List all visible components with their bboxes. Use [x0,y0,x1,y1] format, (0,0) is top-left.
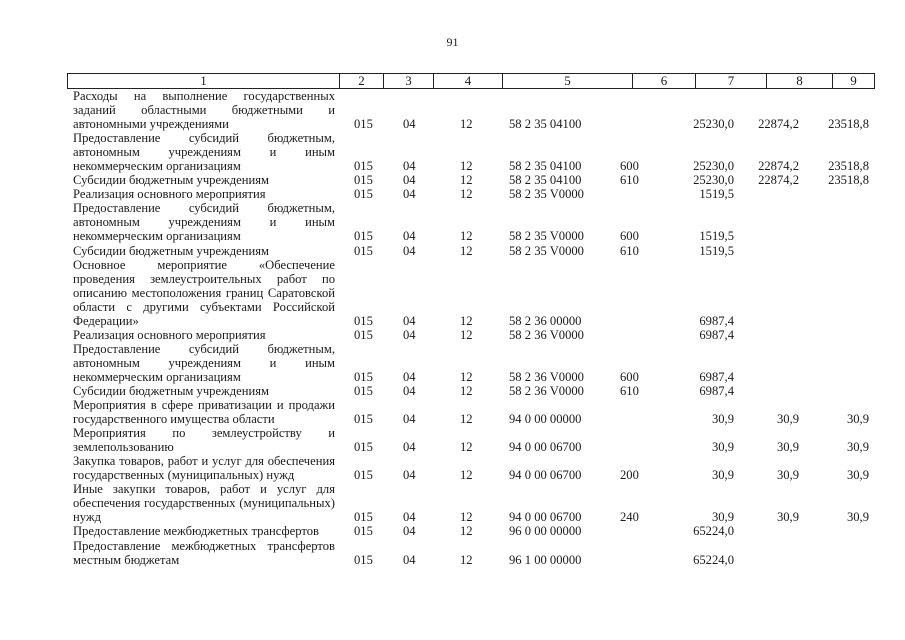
row-description: Расходы на выполнение государственных заданий областными бюджетными и автономными учреждениями [73,89,335,132]
row-description: Субсидии бюджетным учреждениям [73,173,269,188]
cell-col3: 04 [403,173,416,188]
cell-col9: 23518,8 [828,159,869,174]
cell-col4: 12 [460,187,473,202]
cell-col9: 23518,8 [828,117,869,132]
column-header-5: 5 [503,74,633,88]
cell-col3: 04 [403,187,416,202]
cell-col4: 12 [460,468,473,483]
table-row [0,89,905,131]
cell-col7: 30,9 [711,510,734,525]
table-row [0,524,905,538]
column-header-3: 3 [384,74,434,88]
cell-col7: 25230,0 [693,159,734,174]
cell-col2: 015 [354,117,373,132]
cell-col5: 58 2 36 V0000 [509,327,584,342]
cell-col2: 015 [354,510,373,525]
cell-col5: 94 0 00 06700 [509,510,582,525]
cell-col7: 6987,4 [699,383,734,398]
row-description: Иные закупки товаров, работ и услуг для обеспечения государственных (муниципальных) нужд [73,482,335,525]
table-row [0,398,905,426]
column-header-7: 7 [696,74,767,88]
cell-col6: 200 [620,468,639,483]
column-header-2: 2 [340,74,384,88]
cell-col3: 04 [403,117,416,132]
row-description: Реализация основного мероприятия [73,327,266,342]
cell-col3: 04 [403,383,416,398]
row-description: Предоставление межбюджетных трансфертов местным бюджетам [73,538,335,567]
cell-col2: 015 [354,159,373,174]
table-row [0,426,905,454]
cell-col7: 25230,0 [693,117,734,132]
column-header-9: 9 [850,73,857,88]
cell-col3: 04 [403,510,416,525]
cell-col7: 6987,4 [699,369,734,384]
column-header-1: 1 [68,74,340,88]
row-description: Реализация основного мероприятия [73,187,266,202]
table-row [0,342,905,384]
cell-col8: 30,9 [776,510,799,525]
cell-col6: 600 [620,369,639,384]
cell-col6: 610 [620,383,639,398]
cell-col7: 30,9 [711,412,734,427]
cell-col3: 04 [403,552,416,567]
cell-col4: 12 [460,552,473,567]
row-description: Основное мероприятие «Обеспечение проведения землеустроительных работ по описанию местоположения границ Саратовской области с другими субъектами Российской Федерации» [73,257,335,328]
cell-col4: 12 [460,243,473,258]
row-description: Закупка товаров, работ и услуг для обеспечения государственных (муниципальных) нужд [73,454,335,483]
cell-col7: 65224,0 [693,552,734,567]
cell-col7: 30,9 [711,468,734,483]
cell-col3: 04 [403,524,416,539]
cell-col4: 12 [460,440,473,455]
cell-col2: 015 [354,173,373,188]
cell-col4: 12 [460,159,473,174]
table-row [0,328,905,342]
cell-col3: 04 [403,313,416,328]
cell-col5: 58 2 35 04100 [509,173,582,188]
cell-col4: 12 [460,173,473,188]
cell-col2: 015 [354,468,373,483]
cell-col3: 04 [403,440,416,455]
cell-col4: 12 [460,117,473,132]
row-description: Мероприятия по землеустройству и землепользованию [73,426,335,455]
cell-col5: 58 2 35 V0000 [509,229,584,244]
cell-col8: 22874,2 [758,159,799,174]
cell-col4: 12 [460,510,473,525]
column-header-8: 8 [767,74,833,88]
cell-col5: 96 0 00 00000 [509,524,582,539]
cell-col9: 30,9 [846,510,869,525]
table-row [0,131,905,173]
column-header-6: 6 [633,74,696,88]
cell-col3: 04 [403,369,416,384]
table-body [0,89,905,567]
cell-col8: 30,9 [776,412,799,427]
row-description: Мероприятия в сфере приватизации и продажи государственного имущества области [73,398,335,427]
cell-col2: 015 [354,412,373,427]
cell-col3: 04 [403,159,416,174]
cell-col7: 1519,5 [699,187,734,202]
cell-col5: 94 0 00 06700 [509,440,582,455]
cell-col6: 600 [620,159,639,174]
cell-col3: 04 [403,229,416,244]
cell-col2: 015 [354,327,373,342]
cell-col7: 6987,4 [699,313,734,328]
cell-col9: 30,9 [846,468,869,483]
table-row [0,187,905,201]
row-description: Субсидии бюджетным учреждениям [73,243,269,258]
cell-col3: 04 [403,412,416,427]
cell-col7: 6987,4 [699,327,734,342]
row-description: Предоставление субсидий бюджетным, автономным учреждениям и иным некоммерческим организациям [73,341,335,384]
cell-col7: 65224,0 [693,524,734,539]
cell-col7: 30,9 [711,440,734,455]
cell-col2: 015 [354,187,373,202]
cell-col5: 58 2 35 V0000 [509,187,584,202]
cell-col5: 58 2 35 V0000 [509,243,584,258]
cell-col7: 25230,0 [693,173,734,188]
cell-col2: 015 [354,383,373,398]
cell-col4: 12 [460,524,473,539]
cell-col3: 04 [403,243,416,258]
cell-col6: 610 [620,173,639,188]
cell-col5: 58 2 35 04100 [509,117,582,132]
cell-col2: 015 [354,313,373,328]
cell-col2: 015 [354,552,373,567]
cell-col8: 22874,2 [758,117,799,132]
column-header-4: 4 [434,74,503,88]
cell-col4: 12 [460,369,473,384]
cell-col4: 12 [460,412,473,427]
cell-col4: 12 [460,383,473,398]
row-description: Субсидии бюджетным учреждениям [73,383,269,398]
cell-col3: 04 [403,468,416,483]
cell-col7: 1519,5 [699,243,734,258]
table-row [0,201,905,243]
row-description: Предоставление межбюджетных трансфертов [73,524,319,539]
table-row [0,244,905,258]
table-row [0,258,905,328]
cell-col2: 015 [354,229,373,244]
cell-col8: 22874,2 [758,173,799,188]
cell-col4: 12 [460,313,473,328]
cell-col2: 015 [354,524,373,539]
cell-col9: 30,9 [846,440,869,455]
cell-col6: 240 [620,510,639,525]
cell-col8: 30,9 [776,468,799,483]
cell-col5: 58 2 36 00000 [509,313,582,328]
cell-col9: 30,9 [846,412,869,427]
cell-col2: 015 [354,369,373,384]
table-row [0,173,905,187]
table-row [0,454,905,482]
cell-col5: 58 2 35 04100 [509,159,582,174]
cell-col2: 015 [354,243,373,258]
cell-col5: 96 1 00 00000 [509,552,582,567]
cell-col8: 30,9 [776,440,799,455]
cell-col2: 015 [354,440,373,455]
row-description: Предоставление субсидий бюджетным, автономным учреждениям и иным некоммерческим организациям [73,131,335,174]
table-row [0,384,905,398]
table-row [0,482,905,524]
cell-col5: 94 0 00 06700 [509,468,582,483]
cell-col3: 04 [403,327,416,342]
cell-col5: 58 2 36 V0000 [509,369,584,384]
cell-col7: 1519,5 [699,229,734,244]
cell-col5: 58 2 36 V0000 [509,383,584,398]
cell-col4: 12 [460,327,473,342]
row-description: Предоставление субсидий бюджетным, автономным учреждениям и иным некоммерческим организациям [73,201,335,244]
cell-col6: 600 [620,229,639,244]
cell-col4: 12 [460,229,473,244]
cell-col6: 610 [620,243,639,258]
cell-col5: 94 0 00 00000 [509,412,582,427]
cell-col9: 23518,8 [828,173,869,188]
table-header [67,73,875,89]
page-number: 91 [446,35,459,49]
table-row [0,539,905,567]
